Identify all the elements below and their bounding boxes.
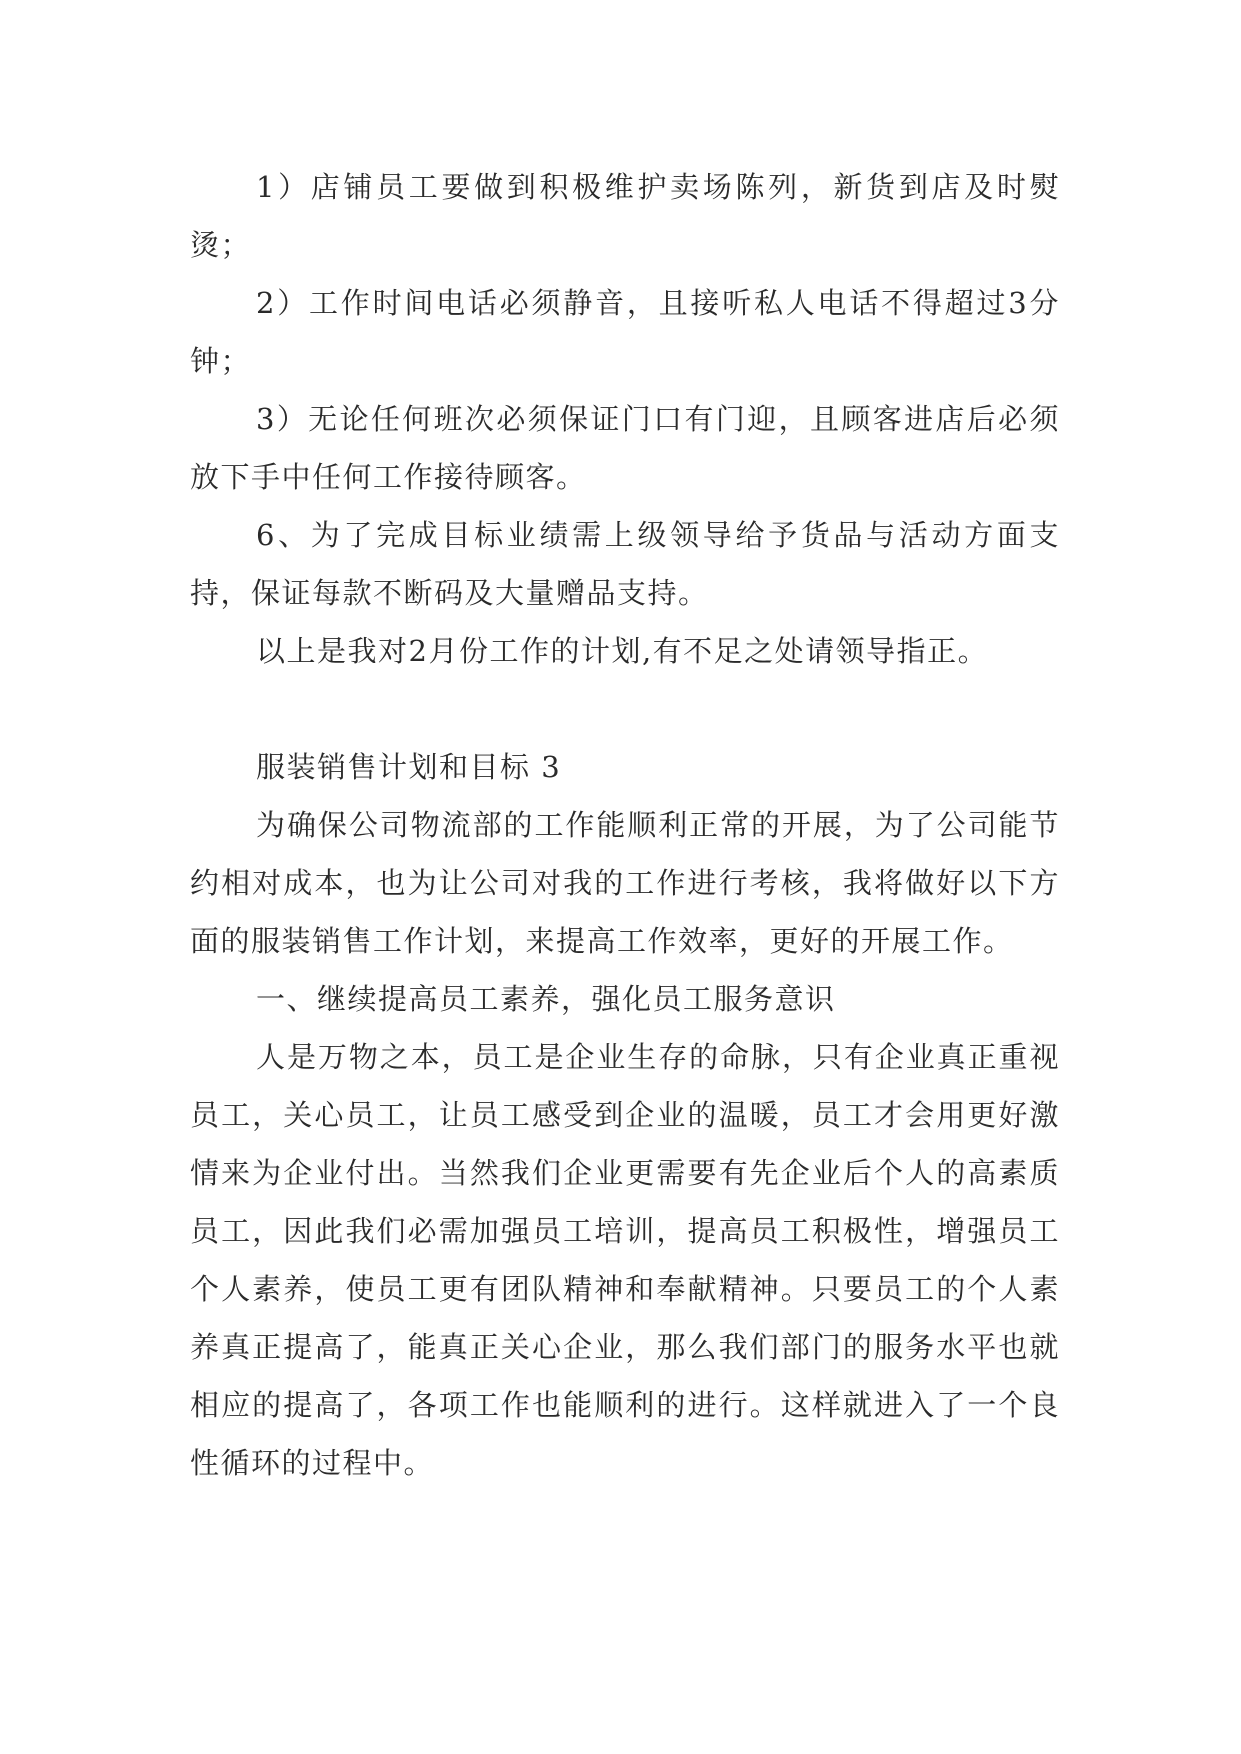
paragraph-closing: 以上是我对2月份工作的计划,有不足之处请领导指正。 bbox=[256, 634, 989, 668]
paragraph-item-6: 6、为了完成目标业绩需上级领导给予货品与活动方面支持，保证每款不断码及大量赠品支持。 bbox=[190, 518, 1060, 610]
section-heading: 服装销售计划和目标 3 bbox=[256, 750, 562, 784]
paragraph-subheading-1: 一、继续提高员工素养，强化员工服务意识 bbox=[256, 982, 836, 1016]
paragraph-rule-1: 1）店铺员工要做到积极维护卖场陈列，新货到店及时熨烫； bbox=[190, 170, 1060, 262]
paragraph-intro: 为确保公司物流部的工作能顺利正常的开展，为了公司能节约相对成本，也为让公司对我的工作进行考核，我将做好以下方面的服装销售工作计划，来提高工作效率，更好的开展工作。 bbox=[190, 808, 1060, 958]
section-spacer bbox=[190, 680, 1060, 738]
paragraph-rule-2: 2）工作时间电话必须静音，且接听私人电话不得超过3分钟； bbox=[190, 286, 1060, 378]
paragraph-rule-3: 3）无论任何班次必须保证门口有门迎，且顾客进店后必须放下手中任何工作接待顾客。 bbox=[190, 402, 1060, 494]
paragraph-body: 人是万物之本，员工是企业生存的命脉，只有企业真正重视员工，关心员工，让员工感受到企业的温暖，员工才会用更好激情来为企业付出。当然我们企业更需要有先企业后个人的高素质员工，因此我们必需加强员工培训，提高员工积极性，增强员工个人素养，使员工更有团队精神和奉献精神。只要员工的个人素养真正提高了，能真正关心企业，那么我们部门的服务水平也就相应的提高了，各项工作也能顺利的进行。这样就进入了一个良性循环的过程中。 bbox=[190, 1040, 1060, 1480]
document-body bbox=[190, 158, 1060, 1492]
